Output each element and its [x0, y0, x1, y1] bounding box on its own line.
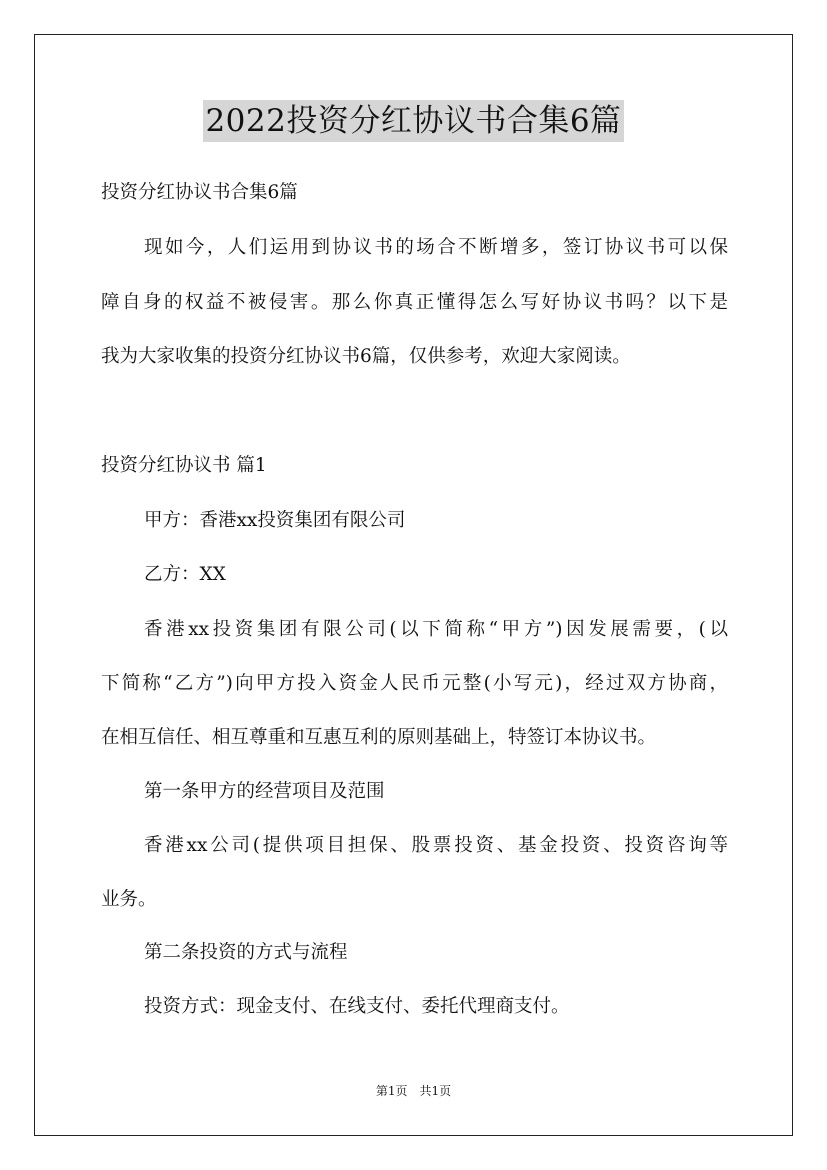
article2-line-1: 投资方式：现金支付、在线支付、委托代理商支付。: [144, 996, 570, 1017]
intro-line-1: 现如今，人们运用到协议书的场合不断增多，签订协议书可以保: [144, 237, 728, 258]
article1-line-2: 业务。: [101, 889, 157, 910]
page-number: 第1页 共1页: [375, 1084, 452, 1098]
intro-line-2: 障自身的权益不被侵害。那么你真正懂得怎么写好协议书吗？以下是: [101, 292, 728, 313]
para1-line-3: 在相互信任、相互尊重和互惠互利的原则基础上，特签订本协议书。: [101, 727, 657, 748]
para1-line-2: 下简称“乙方”)向甲方投入资金人民币元整(小写元)，经过双方协商，: [101, 673, 728, 694]
title-container: [0, 100, 827, 142]
article1-title: 第一条甲方的经营项目及范围: [144, 781, 385, 802]
section-heading: 投资分红协议书 篇1: [101, 455, 267, 476]
intro-line-3: 我为大家收集的投资分红协议书6篇，仅供参考，欢迎大家阅读。: [101, 346, 631, 367]
subtitle: 投资分红协议书合集6篇: [101, 182, 298, 203]
document-title: 2022投资分红协议书合集6篇: [203, 100, 623, 142]
para1-line-1: 香港xx投资集团有限公司(以下简称“甲方”)因发展需要，(以: [144, 619, 728, 640]
article2-title: 第二条投资的方式与流程: [144, 942, 348, 963]
article1-line-1: 香港xx公司(提供项目担保、股票投资、基金投资、投资咨询等: [144, 835, 728, 856]
party-a: 甲方：香港xx投资集团有限公司: [144, 510, 406, 531]
party-b: 乙方：XX: [144, 564, 226, 585]
